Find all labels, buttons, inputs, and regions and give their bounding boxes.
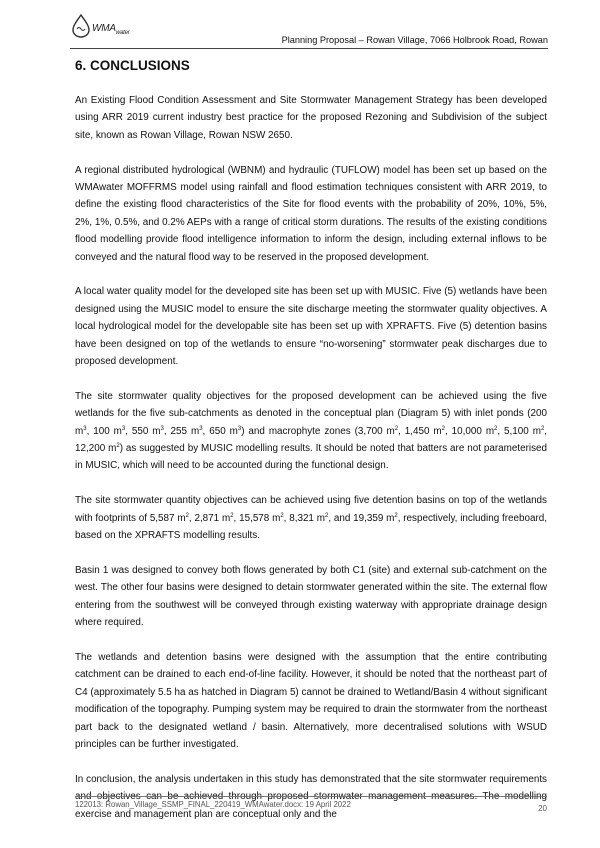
- paragraph-7: The wetlands and detention basins were designed with the assumption that the entire contributing catchment can be drained to each end-of-line facility. However, it should be noted that the northeast part of C4 (approximately 5.5 ha as hatched in Diagram 5) cannot be drained to Wetland/Basin 4 without significant modification of the topography. Pumping system may be required to drain the stormwater from the northeast part back to the designated wetland / basin. Alternatively, more decentralised solutions with WSUD principles can be further investigated.: [75, 651, 547, 750]
- company-logo: [70, 14, 160, 44]
- header-divider: [70, 48, 548, 49]
- paragraph-3: A local water quality model for the developed site has been set up with MUSIC. Five (5) wetlands have been designed using the MUSIC model to ensure the site discharge meeting the stormwater quality objectives. A local hydrological model for the developable site has been set up with XPRAFTS. Five (5) detention basins have been designed on top of the wetlands to ensure “no-worsening” stormwater peak discharges due to proposed development.: [75, 286, 547, 368]
- section-heading: 6. CONCLUSIONS: [75, 58, 190, 73]
- paragraph-8: In conclusion, the analysis undertaken in this study has demonstrated that the site stormwater requirements and objectives can be achieved through proposed stormwater management measures. The modelling exercise and management plan are conceptual only and the: [75, 773, 547, 820]
- page-number: 20: [538, 804, 547, 813]
- header-title: Planning Proposal – Rowan Village, 7066 Holbrook Road, Rowan: [281, 35, 548, 45]
- footer-divider: [75, 796, 547, 797]
- paragraph-5: The site stormwater quantity objectives can be achieved using five detention basins on top of the wetlands with footprints of 5,587 $m^2$, 2,871 $m^2$, 15,578 $m^2$, 8,321 $m^2$, and 19,359 $m^2$, respectively, including freeboard, based on the XPRAFTS modelling results.: [75, 495, 548, 542]
- page-header: [70, 14, 548, 56]
- paragraph-6: Basin 1 was designed to convey both flows generated by both C1 (site) and external sub-catchment on the west. The other four basins were designed to detain stormwater generated within the site. The external flow entering from the southwest will be conveyed through existing waterway with appropriate drainage design where required.: [75, 564, 547, 629]
- water-drop-logo-icon: [70, 14, 92, 38]
- logo-wordmark: $WMA_{water}$: [92, 23, 130, 36]
- paragraph-1: An Existing Flood Condition Assessment and Site Stormwater Management Strategy has been developed using ARR 2019 current industry best practice for the proposed Rezoning and Subdivision of the subject site, known as Rowan Village, Rowan NSW 2650.: [75, 95, 547, 141]
- page-footer: [75, 796, 547, 813]
- footer-document-ref: 122013: Rowan_Village_SSMP_FINAL_220419_WMAwater.docx: 19 April 2022: [75, 800, 351, 809]
- document-body: [75, 92, 547, 840]
- paragraph-4: The site stormwater quality objectives for the proposed development can be achieved using the five wetlands for the five sub-catchments as denoted in the conceptual plan (Diagram 5) with inlet ponds (200 $m^3$, 100 $m^3$, 550 $m^3$, 255 $m^3$, 650 $m^3$) and macrophyte zones (3,700 $m^2$, 1,450 $m^2$, 10,000 $m^2$, 5,100 $m^2$, 12,200 $m^2$) as suggested by MUSIC modelling results. It should be noted that batters are not parameterised in MUSIC, which will need to be accounted during the functional design.: [75, 390, 548, 472]
- paragraph-2: A regional distributed hydrological (WBNM) and hydraulic (TUFLOW) model has been set up based on the WMAwater MOFFRMS model using rainfall and flood estimation techniques consistent with ARR 2019, to define the existing flood characteristics of the Site for flood events with the probability of 20%, 10%, 5%, 2%, 1%, 0.5%, and 0.2% AEPs with a range of critical storm durations. The results of the existing conditions flood modelling provide flood intelligence information to inform the design, including external inflows to be conveyed and the natural flood way to be reserved in the proposed development.: [75, 164, 547, 263]
